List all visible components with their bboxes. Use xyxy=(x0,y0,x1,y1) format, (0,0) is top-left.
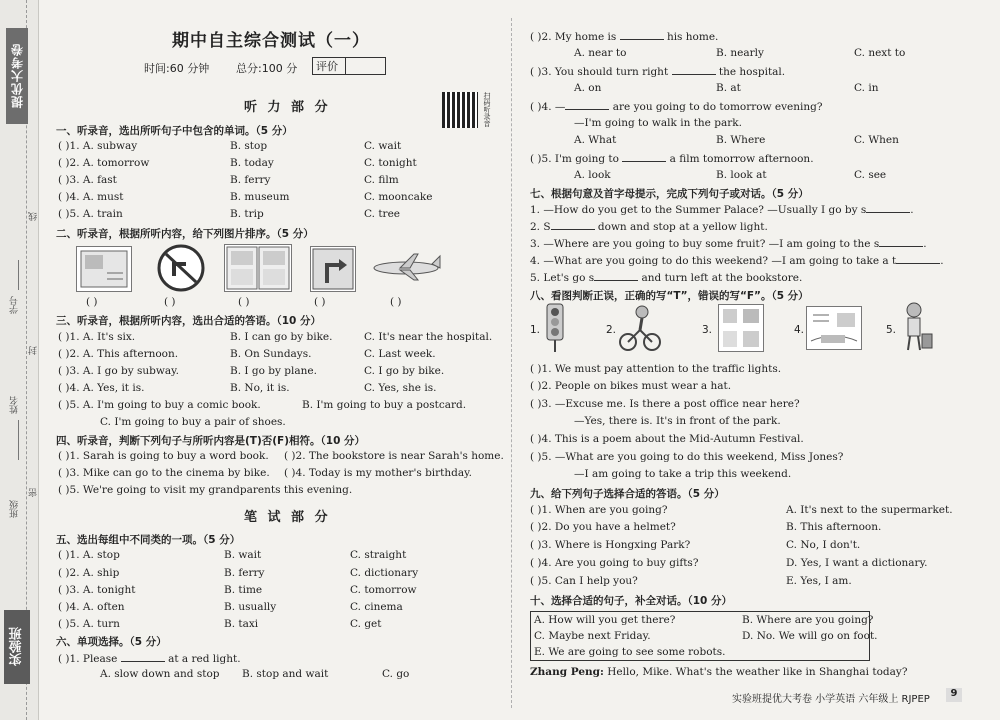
s5-q5-a: ( )5. A. turn xyxy=(58,618,120,630)
s8-pic-num-3: 3. xyxy=(702,324,713,336)
write-line xyxy=(18,420,19,460)
s1-q5-c: C. tree xyxy=(364,208,401,220)
listening-part-title: 听 力 部 分 xyxy=(244,100,331,115)
s6-q3-text-end: the hospital. xyxy=(718,66,786,78)
s1-q4-b: B. museum xyxy=(230,191,290,203)
s6-q1-text: ( )1. Please xyxy=(58,653,118,665)
s6-q1-blank[interactable] xyxy=(121,652,165,662)
s5-q3-a: ( )3. A. tonight xyxy=(58,584,136,596)
s1-q2-a: ( )2. A. tomorrow xyxy=(58,157,150,169)
s6-q5-opt-c: C. see xyxy=(854,169,887,181)
s8-q2: ( )2. People on bikes must wear a hat. xyxy=(530,380,732,392)
s6-q4-opt-c: C. When xyxy=(854,134,899,146)
section-8-heading: 八、看图判断正误，正确的写“T”，错误的写“F”。（5 分） xyxy=(530,290,809,302)
s8-q3: ( )3. —Excuse me. Is there a post office near here? xyxy=(530,398,800,410)
s6-q4 xyxy=(530,100,823,113)
no-turn-sign-icon xyxy=(156,244,206,292)
s9-c: C. No, I don't. xyxy=(786,539,861,551)
s3-q1-a: ( )1. A. It's six. xyxy=(58,331,136,343)
s4-q2: ( )2. The bookstore is near Sarah's home. xyxy=(284,450,504,462)
binding-strip xyxy=(0,0,39,720)
section-10-heading: 十、选择合适的句子，补全对话。（10 分） xyxy=(530,595,733,607)
s3-q4-a: ( )4. A. Yes, it is. xyxy=(58,382,145,394)
s1-q1-a: ( )1. A. subway xyxy=(58,140,138,152)
s6-q1 xyxy=(58,652,241,665)
evaluation-label: 评价 xyxy=(316,60,338,73)
s6-q3 xyxy=(530,65,785,78)
s3-q1-b: B. I can go by bike. xyxy=(230,331,333,343)
page-title: 期中自主综合测试（一） xyxy=(172,31,370,51)
s9-q1: ( )1. When are you going? xyxy=(530,504,668,516)
s5-q4-b: B. usually xyxy=(224,601,277,613)
student-number-label: 学号 xyxy=(10,296,20,314)
s8-q5-reply: —I am going to take a trip this weekend. xyxy=(574,468,792,480)
s5-q4-a: ( )4. A. often xyxy=(58,601,125,613)
brand-logo-top: 提优大考卷 xyxy=(6,28,28,124)
s6-q5-opt-b: B. look at xyxy=(716,169,767,181)
s9-q5: ( )5. Can I help you? xyxy=(530,575,638,587)
s3-q5-c: C. I'm going to buy a pair of shoes. xyxy=(100,416,286,428)
s7-q2 xyxy=(530,220,768,233)
s7-q3-text: 3. —Where are you going to buy some fruit? —I am going to the s xyxy=(530,238,880,250)
s1-q2-b: B. today xyxy=(230,157,274,169)
section-6-heading: 六、单项选择。（5 分） xyxy=(56,636,167,648)
s8-pic-num-5: 5. xyxy=(886,324,897,336)
s3-q2-c: C. Last week. xyxy=(364,348,436,360)
s2-bracket-5[interactable]: ( ) xyxy=(390,296,402,308)
s5-q5-b: B. taxi xyxy=(224,618,259,630)
name-label: 姓名 xyxy=(10,396,20,414)
s7-q5 xyxy=(530,271,802,284)
s10-opt-a: A. How will you get there? xyxy=(534,614,676,626)
s1-q3-b: B. ferry xyxy=(230,174,271,186)
s6-q1-opt-b: B. stop and wait xyxy=(242,668,329,680)
s1-q3-c: C. film xyxy=(364,174,399,186)
s2-bracket-4[interactable]: ( ) xyxy=(314,296,326,308)
s5-q1-a: ( )1. A. stop xyxy=(58,549,120,561)
dialogue-line xyxy=(530,666,907,678)
cyclist-icon xyxy=(618,302,662,352)
s6-q5-opt-a: A. look xyxy=(574,169,611,181)
written-part-title: 笔 试 部 分 xyxy=(244,510,331,525)
s6-q4-blank[interactable] xyxy=(565,100,609,110)
s1-q5-b: B. trip xyxy=(230,208,264,220)
s6-q5 xyxy=(530,152,814,165)
section-3-heading: 三、听录音，根据所听内容，选出合适的答语。（10 分） xyxy=(56,315,322,327)
s6-q1-text-end: at a red light. xyxy=(168,653,241,665)
postcard-picture xyxy=(76,246,132,292)
comic-book-picture xyxy=(224,244,292,292)
s7-q3-blank[interactable] xyxy=(879,237,923,247)
s3-q5-a: ( )5. A. I'm going to buy a comic book. xyxy=(58,399,261,411)
s7-q4-text: 4. —What are you going to do this weekend? —I am going to take a t xyxy=(530,255,897,267)
s5-q2-b: B. ferry xyxy=(224,567,265,579)
s3-q3-b: B. I go by plane. xyxy=(230,365,317,377)
s10-opt-d: D. No. We will go on foot. xyxy=(742,630,878,642)
s6-q1-opt-c: C. go xyxy=(382,668,410,680)
s9-e: E. Yes, I am. xyxy=(786,575,852,587)
s3-q4-c: C. Yes, she is. xyxy=(364,382,437,394)
s4-q1: ( )1. Sarah is going to buy a word book. xyxy=(58,450,269,462)
s7-q1-blank[interactable] xyxy=(866,203,910,213)
s5-q3-c: C. tomorrow xyxy=(350,584,417,596)
class-label: 班级 xyxy=(10,500,20,518)
turn-right-sign-icon xyxy=(310,246,356,292)
s7-q5-text-end: and turn left at the bookstore. xyxy=(641,272,803,284)
s7-q4-blank[interactable] xyxy=(896,254,940,264)
s9-a: A. It's next to the supermarket. xyxy=(786,504,953,516)
s7-q3: 3. —Where are you going to buy some fruit? —I am going to the s . xyxy=(530,238,927,250)
s8-q1: ( )1. We must pay attention to the traffic lights. xyxy=(530,363,782,375)
dialogue-text: Hello, Mike. What's the weather like in Shanghai today? xyxy=(607,666,908,678)
s1-q1-c: C. wait xyxy=(364,140,402,152)
s1-q5-a: ( )5. A. train xyxy=(58,208,123,220)
s6-q4-opt-b: B. Where xyxy=(716,134,766,146)
s6-q2 xyxy=(530,30,718,43)
s6-q2-text-end: his home. xyxy=(666,31,719,43)
s9-b: B. This afternoon. xyxy=(786,521,882,533)
s6-q2-opt-a: A. near to xyxy=(574,47,627,59)
s6-q4-text-end: are you going to do tomorrow evening? xyxy=(612,101,823,113)
page-divider xyxy=(511,18,512,708)
s6-q3-text: ( )3. You should turn right xyxy=(530,66,669,78)
s3-q3-c: C. I go by bike. xyxy=(364,365,445,377)
s7-q1: 1. —How do you get to the Summer Palace? —Usually I go by s . xyxy=(530,204,914,216)
s2-bracket-3[interactable]: ( ) xyxy=(238,296,250,308)
time-info: 时间:60 分钟 xyxy=(144,62,210,75)
s4-q3: ( )3. Mike can go to the cinema by bike. xyxy=(58,467,270,479)
section-7-heading: 七、根据句意及首字母提示，完成下列句子或对话。（5 分） xyxy=(530,188,809,200)
s6-q3-opt-c: C. in xyxy=(854,82,879,94)
s7-q2-blank[interactable] xyxy=(551,220,595,230)
s1-q4-c: C. mooncake xyxy=(364,191,433,203)
s5-q2-a: ( )2. A. ship xyxy=(58,567,120,579)
poem-scene-picture xyxy=(806,306,862,350)
s9-q4: ( )4. Are you going to buy gifts? xyxy=(530,557,699,569)
s10-opt-e: E. We are going to see some robots. xyxy=(534,646,726,658)
s3-q3-a: ( )3. A. I go by subway. xyxy=(58,365,179,377)
s6-q4-reply: —I'm going to walk in the park. xyxy=(574,117,742,129)
s2-bracket-2[interactable]: ( ) xyxy=(164,296,176,308)
s5-q3-b: B. time xyxy=(224,584,263,596)
footer-text: 实验班提优大考卷 小学英语 六年级上 RJPEP xyxy=(732,694,930,705)
section-2-heading: 二、听录音，根据所听内容，给下列图片排序。（5 分） xyxy=(56,228,314,240)
s6-q5-blank[interactable] xyxy=(622,152,666,162)
s5-q5-c: C. get xyxy=(350,618,382,630)
s6-q2-opt-c: C. next to xyxy=(854,47,906,59)
s5-q4-c: C. cinema xyxy=(350,601,403,613)
s10-opt-b: B. Where are you going? xyxy=(742,614,874,626)
section-4-heading: 四、听录音，判断下列句子与所听内容是(T)否(F)相符。（10 分） xyxy=(56,435,366,447)
s3-q2-a: ( )2. A. This afternoon. xyxy=(58,348,179,360)
page-number: 9 xyxy=(946,688,962,702)
airplane-icon xyxy=(370,252,442,282)
write-line xyxy=(18,260,19,290)
fold-mark: 封 xyxy=(29,346,39,355)
s9-q3: ( )3. Where is Hongxing Park? xyxy=(530,539,691,551)
s3-q1-c: C. It's near the hospital. xyxy=(364,331,493,343)
fold-mark: 密 xyxy=(29,488,39,497)
traffic-light-icon xyxy=(544,302,566,352)
qr-label: 扫码听录音 xyxy=(483,92,491,127)
s6-q1-opt-a: A. slow down and stop xyxy=(100,668,220,680)
s5-q2-c: C. dictionary xyxy=(350,567,419,579)
s9-q2: ( )2. Do you have a helmet? xyxy=(530,521,676,533)
score-info: 总分:100 分 xyxy=(236,62,298,75)
s7-q2-text-end: down and stop at a yellow light. xyxy=(597,221,768,233)
brand-logo-bottom: 实验班 xyxy=(4,610,30,684)
s1-q1-b: B. stop xyxy=(230,140,268,152)
s1-q4-a: ( )4. A. must xyxy=(58,191,124,203)
s1-q2-c: C. tonight xyxy=(364,157,417,169)
s4-q5: ( )5. We're going to visit my grandparents this evening. xyxy=(58,484,353,496)
s5-q1-c: C. straight xyxy=(350,549,407,561)
s6-q5-text: ( )5. I'm going to xyxy=(530,153,619,165)
s7-q4: 4. —What are you going to do this weekend? —I am going to take a t . xyxy=(530,255,944,267)
s9-d: D. Yes, I want a dictionary. xyxy=(786,557,928,569)
s6-q2-blank[interactable] xyxy=(620,30,664,40)
s6-q3-blank[interactable] xyxy=(672,65,716,75)
s6-q3-opt-b: B. at xyxy=(716,82,741,94)
left-page xyxy=(48,0,504,720)
s1-q3-a: ( )3. A. fast xyxy=(58,174,117,186)
section-1-heading: 一、听录音，选出所听句子中包含的单词。（5 分） xyxy=(56,125,293,137)
fold-mark: 线 xyxy=(29,212,39,221)
evaluation-box[interactable] xyxy=(312,57,386,75)
traveler-icon xyxy=(900,300,934,354)
s6-q5-text-end: a film tomorrow afternoon. xyxy=(669,153,814,165)
qr-code-icon[interactable] xyxy=(442,92,478,128)
s5-q1-b: B. wait xyxy=(224,549,262,561)
s3-q2-b: B. On Sundays. xyxy=(230,348,312,360)
s3-q4-b: B. No, it is. xyxy=(230,382,290,394)
section-5-heading: 五、选出每组中不同类的一项。（5 分） xyxy=(56,534,241,546)
s7-q1-text: 1. —How do you get to the Summer Palace? —Usually I go by s xyxy=(530,204,867,216)
s6-q3-opt-a: A. on xyxy=(574,82,602,94)
s6-q2-text: ( )2. My home is xyxy=(530,31,617,43)
s6-q4-text: ( )4. — xyxy=(530,101,566,113)
s8-pic-num-2: 2. xyxy=(606,324,617,336)
right-page xyxy=(522,0,992,720)
s8-pic-num-1: 1. xyxy=(530,324,541,336)
s8-q5: ( )5. —What are you going to do this weekend, Miss Jones? xyxy=(530,451,844,463)
s3-q5-b: B. I'm going to buy a postcard. xyxy=(302,399,467,411)
s6-q4-opt-a: A. What xyxy=(574,134,617,146)
s8-q4: ( )4. This is a poem about the Mid-Autumn Festival. xyxy=(530,433,804,445)
speaker-name: Zhang Peng: xyxy=(530,666,604,678)
section-9-heading: 九、给下列句子选择合适的答语。（5 分） xyxy=(530,488,725,500)
s7-q2-text: 2. S xyxy=(530,221,551,233)
s2-bracket-1[interactable]: ( ) xyxy=(86,296,98,308)
s4-q4: ( )4. Today is my mother's birthday. xyxy=(284,467,473,479)
street-map-picture xyxy=(718,304,764,352)
s8-pic-num-4: 4. xyxy=(794,324,805,336)
s10-opt-c: C. Maybe next Friday. xyxy=(534,630,651,642)
s7-q5-text: 5. Let's go s xyxy=(530,272,595,284)
s6-q2-opt-b: B. nearly xyxy=(716,47,764,59)
s7-q5-blank[interactable] xyxy=(594,271,638,281)
s8-q3-reply: —Yes, there is. It's in front of the park. xyxy=(574,415,781,427)
